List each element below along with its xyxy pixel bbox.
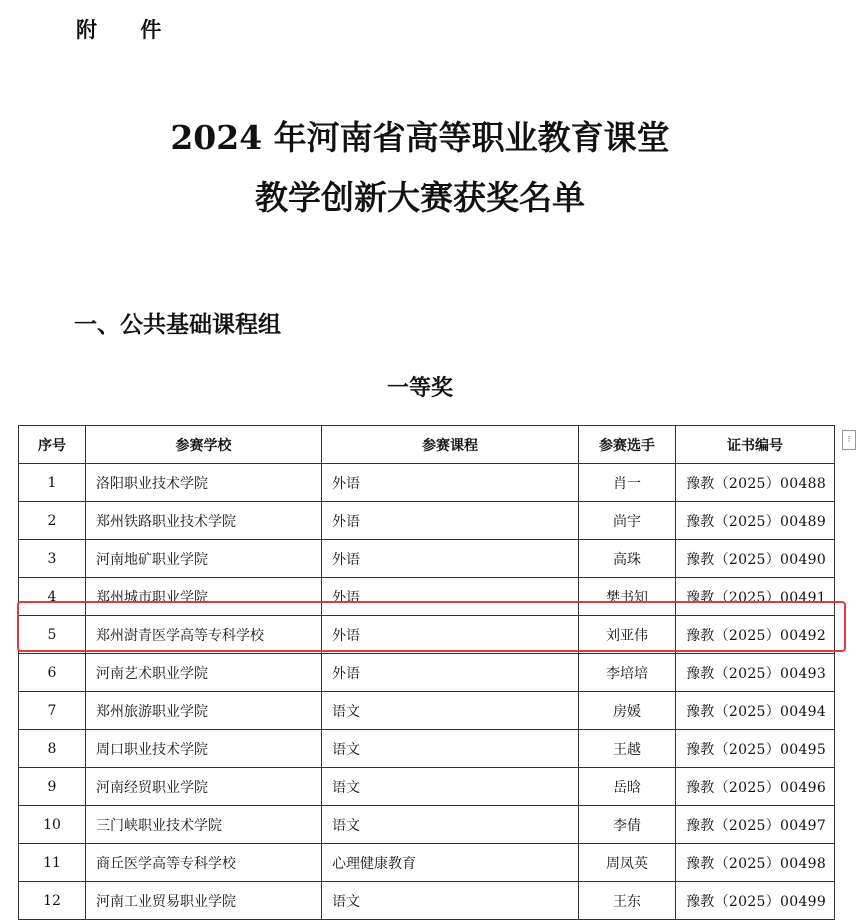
attachment-label: 附 件 xyxy=(76,18,180,42)
cell-index: 3 xyxy=(19,540,86,578)
cell-course: 外语 xyxy=(322,502,579,540)
cell-contestant: 岳晗 xyxy=(579,768,676,806)
table-row xyxy=(19,844,835,882)
cell-course: 语文 xyxy=(322,806,579,844)
award-level-heading: 一等奖 xyxy=(386,376,453,401)
document-title-line-1: 2024 年河南省高等职业教育课堂 xyxy=(170,118,670,157)
cell-index: 7 xyxy=(19,692,86,730)
header-certificate: 证书编号 xyxy=(676,426,835,464)
cell-course: 外语 xyxy=(322,616,579,654)
header-course: 参赛课程 xyxy=(322,426,579,464)
table-row xyxy=(19,692,835,730)
cell-contestant: 王越 xyxy=(579,730,676,768)
cell-course: 心理健康教育 xyxy=(322,844,579,882)
cell-course: 外语 xyxy=(322,464,579,502)
cell-certificate: 豫教（2025）00497 xyxy=(676,806,835,844)
table-row xyxy=(19,654,835,692)
header-school: 参赛学校 xyxy=(86,426,322,464)
table-row xyxy=(19,464,835,502)
cell-contestant: 李倩 xyxy=(579,806,676,844)
cell-course: 外语 xyxy=(322,540,579,578)
cell-certificate: 豫教（2025）00494 xyxy=(676,692,835,730)
cell-certificate: 豫教（2025）00499 xyxy=(676,882,835,920)
cell-index: 5 xyxy=(19,616,86,654)
cell-contestant: 王东 xyxy=(579,882,676,920)
cell-school: 河南工业贸易职业学院 xyxy=(86,882,322,920)
cell-certificate: 豫教（2025）00488 xyxy=(676,464,835,502)
cell-school: 郑州铁路职业技术学院 xyxy=(86,502,322,540)
document-title-line-2: 教学创新大赛获奖名单 xyxy=(255,178,585,217)
cell-index: 2 xyxy=(19,502,86,540)
cell-school: 三门峡职业技术学院 xyxy=(86,806,322,844)
cell-index: 10 xyxy=(19,806,86,844)
cell-index: 9 xyxy=(19,768,86,806)
table-row xyxy=(19,768,835,806)
header-index: 序号 xyxy=(19,426,86,464)
cell-contestant: 房媛 xyxy=(579,692,676,730)
table-header-row xyxy=(19,426,835,464)
cell-school: 周口职业技术学院 xyxy=(86,730,322,768)
table-row xyxy=(19,806,835,844)
cell-course: 外语 xyxy=(322,654,579,692)
header-contestant: 参赛选手 xyxy=(579,426,676,464)
cell-school: 郑州城市职业学院 xyxy=(86,578,322,616)
cell-certificate: 豫教（2025）00492 xyxy=(676,616,835,654)
cell-certificate: 豫教（2025）00491 xyxy=(676,578,835,616)
cell-contestant: 尚宇 xyxy=(579,502,676,540)
cell-contestant: 樊书知 xyxy=(579,578,676,616)
cell-course: 外语 xyxy=(322,578,579,616)
cell-school: 商丘医学高等专科学校 xyxy=(86,844,322,882)
cell-certificate: 豫教（2025）00496 xyxy=(676,768,835,806)
cell-school: 郑州澍青医学高等专科学校 xyxy=(86,616,322,654)
cell-course: 语文 xyxy=(322,768,579,806)
cell-course: 语文 xyxy=(322,730,579,768)
table-row xyxy=(19,882,835,920)
cell-certificate: 豫教（2025）00490 xyxy=(676,540,835,578)
cell-certificate: 豫教（2025）00489 xyxy=(676,502,835,540)
cell-contestant: 高珠 xyxy=(579,540,676,578)
table-row xyxy=(19,540,835,578)
table-row xyxy=(19,730,835,768)
side-tab-icon[interactable]: ⁝ xyxy=(842,430,856,450)
cell-contestant: 肖一 xyxy=(579,464,676,502)
section-heading: 一、公共基础课程组 xyxy=(74,312,281,338)
cell-school: 河南地矿职业学院 xyxy=(86,540,322,578)
cell-index: 4 xyxy=(19,578,86,616)
cell-school: 河南经贸职业学院 xyxy=(86,768,322,806)
cell-course: 语文 xyxy=(322,692,579,730)
cell-index: 1 xyxy=(19,464,86,502)
cell-certificate: 豫教（2025）00495 xyxy=(676,730,835,768)
table-row xyxy=(19,578,835,616)
cell-contestant: 刘亚伟 xyxy=(579,616,676,654)
awards-table xyxy=(18,425,835,920)
cell-school: 河南艺术职业学院 xyxy=(86,654,322,692)
cell-certificate: 豫教（2025）00493 xyxy=(676,654,835,692)
table-row xyxy=(19,616,835,654)
cell-contestant: 李培培 xyxy=(579,654,676,692)
cell-index: 8 xyxy=(19,730,86,768)
cell-index: 11 xyxy=(19,844,86,882)
cell-index: 6 xyxy=(19,654,86,692)
table-row xyxy=(19,502,835,540)
cell-school: 洛阳职业技术学院 xyxy=(86,464,322,502)
cell-certificate: 豫教（2025）00498 xyxy=(676,844,835,882)
cell-school: 郑州旅游职业学院 xyxy=(86,692,322,730)
cell-index: 12 xyxy=(19,882,86,920)
cell-course: 语文 xyxy=(322,882,579,920)
cell-contestant: 周凤英 xyxy=(579,844,676,882)
